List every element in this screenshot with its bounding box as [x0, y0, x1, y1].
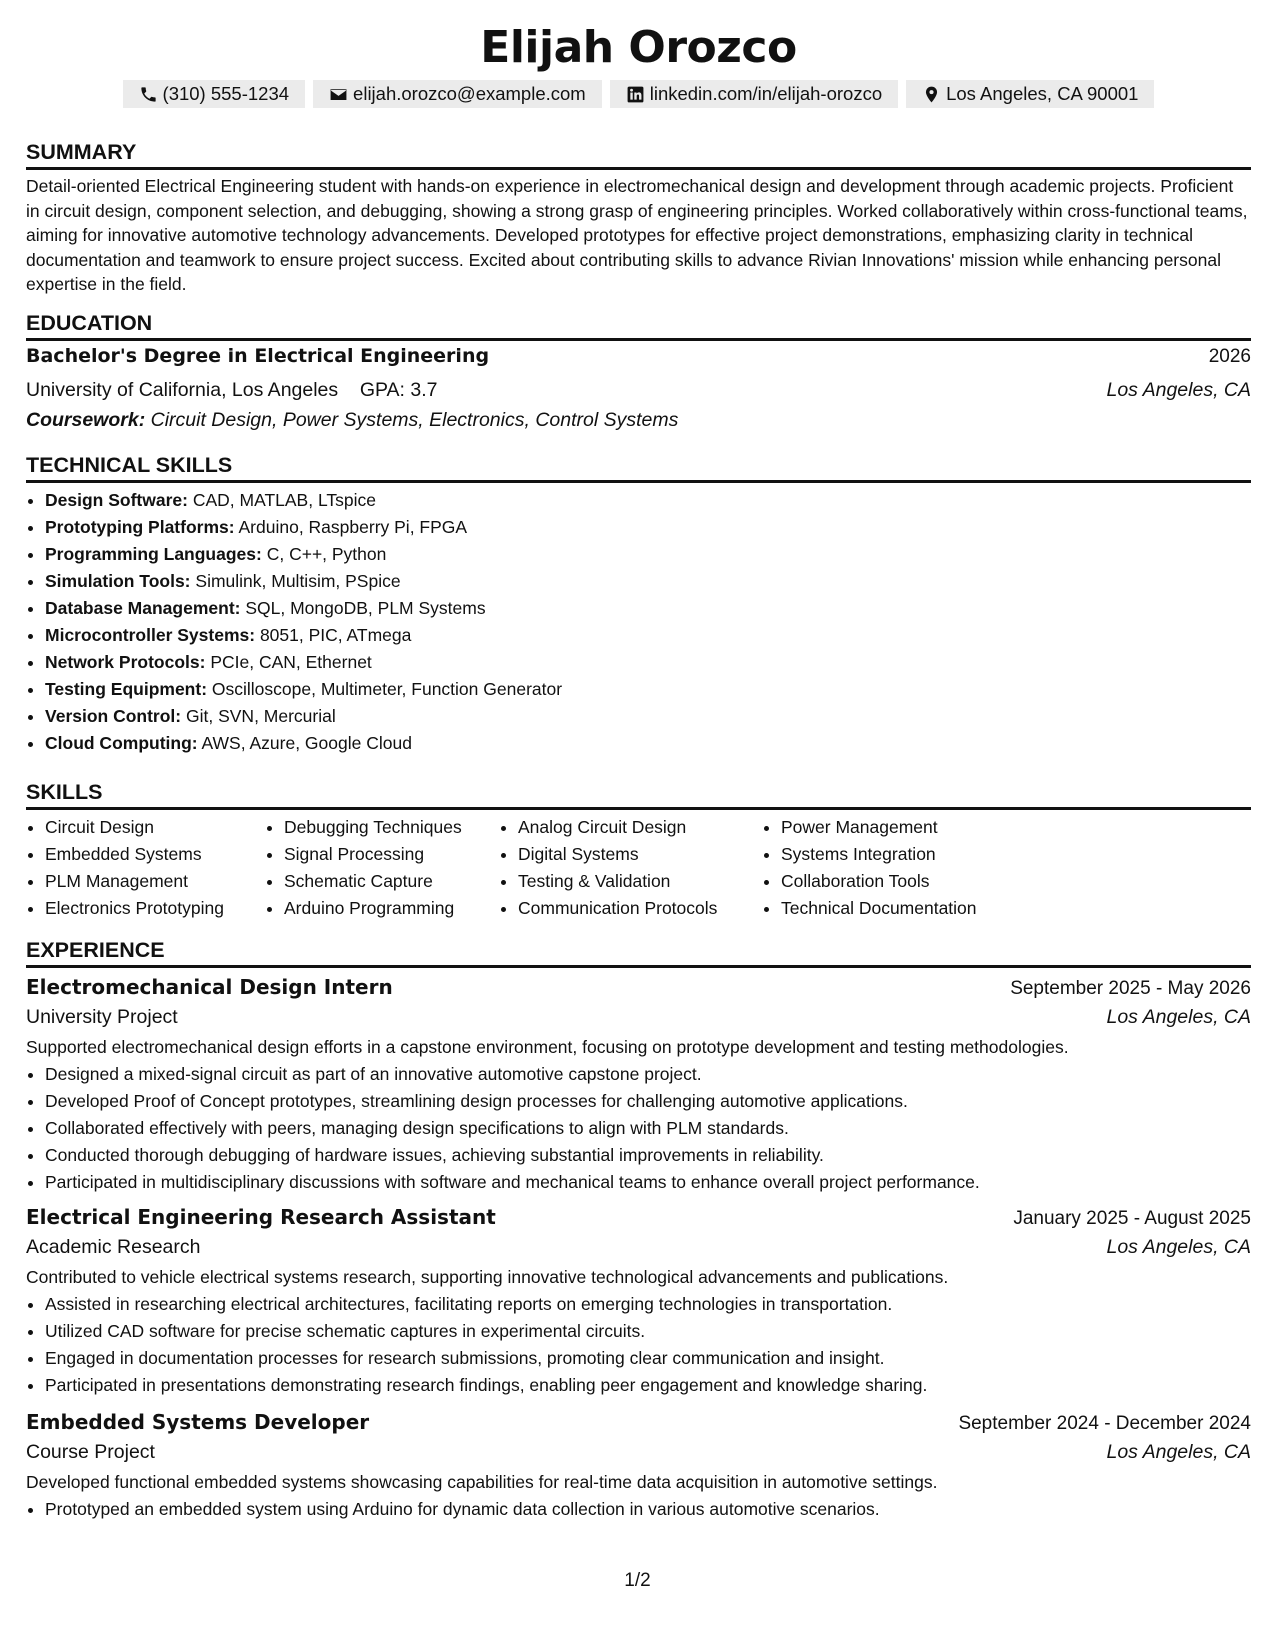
contact-email[interactable] [313, 80, 602, 108]
list-item: • Power Management [781, 814, 1041, 841]
contact-linkedin[interactable] [610, 80, 898, 108]
job-description: Developed functional embedded systems showcasing capabilities for real-time data acquisition in automotive settings. [26, 1472, 938, 1492]
list-item: • Designed a mixed-signal circuit as part of an innovative automotive capstone project. [45, 1061, 1251, 1088]
list-item: • Technical Documentation [781, 895, 1041, 922]
contact-phone-text: (310) 555-1234 [162, 83, 290, 104]
job-location: Los Angeles, CA [1106, 1236, 1251, 1258]
list-item: • Communication Protocols [518, 895, 762, 922]
list-item: • Database Management: SQL, MongoDB, PLM Systems [45, 595, 1251, 622]
list-item: • Developed Proof of Concept prototypes, streamlining design processes for challenging automotive applications. [45, 1088, 1251, 1115]
list-item: • Simulation Tools: Simulink, Multisim, PSpice [45, 568, 1251, 595]
education-heading: EDUCATION [26, 308, 1251, 341]
list-item: • Prototyped an embedded system using Arduino for dynamic data collection in various automotive scenarios. [45, 1496, 1251, 1523]
skills-grid [26, 814, 1251, 922]
technical-skills-heading: TECHNICAL SKILLS [26, 450, 1251, 483]
contact-location [906, 80, 1154, 108]
contact-linkedin-text: linkedin.com/in/elijah-orozco [649, 83, 883, 104]
experience-section [26, 935, 1251, 1523]
job-org: Academic Research [26, 1236, 201, 1258]
list-item: • Debugging Techniques [284, 814, 499, 841]
list-item: • Assisted in researching electrical architectures, facilitating reports on emerging technologies in transportation. [45, 1291, 1251, 1318]
resume-page [26, 0, 1251, 1519]
list-item: • Programming Languages: C, C++, Python [45, 541, 1251, 568]
list-item: • Design Software: CAD, MATLAB, LTspice [45, 487, 1251, 514]
list-item: • Network Protocols: PCIe, CAN, Ethernet [45, 649, 1251, 676]
job-role: Electrical Engineering Research Assistant [26, 1205, 496, 1229]
job-entry [26, 972, 1251, 1196]
job-location: Los Angeles, CA [1106, 1441, 1251, 1463]
contact-phone[interactable] [123, 80, 306, 108]
contact-email-text: elijah.orozco@example.com [353, 83, 586, 104]
contact-bar [26, 80, 1251, 110]
linkedin-icon [626, 85, 645, 104]
map-pin-icon [922, 85, 941, 104]
list-item: • Collaborated effectively with peers, managing design specifications to align with PLM standards. [45, 1115, 1251, 1142]
list-item: • Cloud Computing: AWS, Azure, Google Cloud [45, 730, 1251, 757]
list-item: • Signal Processing [284, 841, 499, 868]
education-section [26, 308, 1251, 435]
gpa: GPA: 3.7 [359, 379, 438, 401]
technical-skills-section [26, 450, 1251, 757]
skills-column [762, 814, 1041, 922]
list-item: • Engaged in documentation processes for research submissions, promoting clear communication and insight. [45, 1345, 1251, 1372]
list-item: • Version Control: Git, SVN, Mercurial [45, 703, 1251, 730]
contact-location-text: Los Angeles, CA 90001 [946, 83, 1139, 104]
school-location: Los Angeles, CA [1106, 379, 1251, 401]
list-item: • Conducted thorough debugging of hardware issues, achieving substantial improvements in reliability. [45, 1142, 1251, 1169]
list-item: • Schematic Capture [284, 868, 499, 895]
list-item: • Digital Systems [518, 841, 762, 868]
job-entry [26, 1407, 1251, 1523]
page-number: 1/2 [624, 1570, 651, 1591]
list-item: • Prototyping Platforms: Arduino, Raspberry Pi, FPGA [45, 514, 1251, 541]
candidate-name: Elijah Orozco [480, 22, 797, 73]
list-item: • Collaboration Tools [781, 868, 1041, 895]
list-item: • Circuit Design [45, 814, 265, 841]
skills-column [499, 814, 762, 922]
school-name: University of California, Los Angeles [26, 379, 339, 401]
graduation-year: 2026 [1208, 346, 1251, 367]
job-role: Embedded Systems Developer [26, 1410, 370, 1434]
phone-icon [139, 85, 158, 104]
job-description: Supported electromechanical design efforts in a capstone environment, focusing on prototype development and testing methodologies. [26, 1037, 1069, 1057]
experience-heading: EXPERIENCE [26, 935, 1251, 968]
list-item: • Arduino Programming [284, 895, 499, 922]
skills-column [26, 814, 265, 922]
job-description: Contributed to vehicle electrical systems research, supporting innovative technological advancements and publications. [26, 1267, 949, 1287]
job-location: Los Angeles, CA [1106, 1006, 1251, 1028]
summary-heading: SUMMARY [26, 137, 1251, 170]
degree-title: Bachelor's Degree in Electrical Engineering [26, 345, 490, 367]
summary-section [26, 137, 1251, 297]
summary-text: Detail-oriented Electrical Engineering student with hands-on experience in electromechanical design and development through academic projects. Proficient in circuit design, component selection, and debugging, showing a strong grasp of engineering principles. Worked collaboratively within cross-functional teams, aiming for innovative automotive technology advancements. Developed prototypes for effective project demonstrations, emphasizing clarity in technical documentation and teamwork to ensure project success. Excited about contributing skills to advance Rivian Innovations' mission while enhancing personal expertise in the field. [26, 176, 1248, 295]
coursework-list: Circuit Design, Power Systems, Electronics, Control Systems [150, 409, 679, 431]
skills-section [26, 777, 1251, 922]
list-item: • Microcontroller Systems: 8051, PIC, ATmega [45, 622, 1251, 649]
list-item: • Utilized CAD software for precise schematic captures in experimental circuits. [45, 1318, 1251, 1345]
list-item: • Systems Integration [781, 841, 1041, 868]
skills-heading: SKILLS [26, 777, 1251, 810]
list-item: • Testing & Validation [518, 868, 762, 895]
job-role: Electromechanical Design Intern [26, 975, 393, 999]
list-item: • Testing Equipment: Oscilloscope, Multimeter, Function Generator [45, 676, 1251, 703]
list-item: • Embedded Systems [45, 841, 265, 868]
job-bullets [26, 1061, 1251, 1196]
skills-column [265, 814, 499, 922]
coursework-label: Coursework: [26, 409, 146, 431]
list-item: • Participated in presentations demonstrating research findings, enabling peer engagement and knowledge sharing. [45, 1372, 1251, 1399]
job-dates: January 2025 - August 2025 [1013, 1208, 1251, 1229]
list-item: • Electronics Prototyping [45, 895, 265, 922]
list-item: • Analog Circuit Design [518, 814, 762, 841]
job-entry [26, 1202, 1251, 1399]
job-dates: September 2024 - December 2024 [958, 1413, 1251, 1434]
job-dates: September 2025 - May 2026 [1010, 978, 1251, 999]
list-item: • Participated in multidisciplinary discussions with software and mechanical teams to enhance overall project performance. [45, 1169, 1251, 1196]
list-item: • PLM Management [45, 868, 265, 895]
envelope-icon [329, 85, 348, 104]
technical-skills-list [26, 487, 1251, 757]
job-org: Course Project [26, 1441, 155, 1463]
job-bullets [26, 1496, 1251, 1523]
job-org: University Project [26, 1006, 178, 1028]
job-bullets [26, 1291, 1251, 1399]
